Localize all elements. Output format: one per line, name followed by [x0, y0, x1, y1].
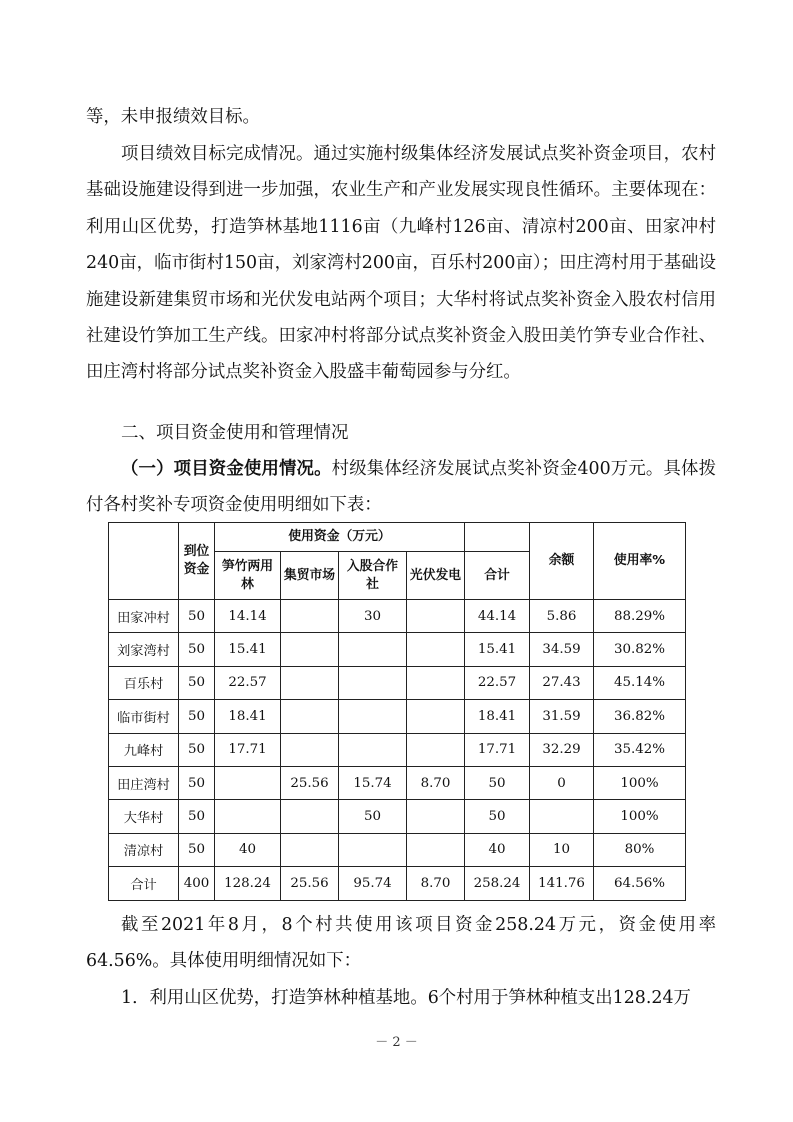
cell-bamboo: 22.57 — [215, 666, 281, 699]
cell-solar — [407, 600, 465, 633]
header-total: 合计 — [465, 552, 530, 600]
section-heading: 二、项目资金使用和管理情况 — [121, 423, 349, 443]
cell-rate: 80% — [594, 833, 686, 866]
cell-solar: 8.70 — [407, 766, 465, 799]
cell-name: 临市街村 — [109, 700, 179, 733]
cell-balance: 27.43 — [530, 666, 594, 699]
cell-solar: 8.70 — [407, 867, 465, 900]
cell-solar — [407, 833, 465, 866]
header-bamboo: 笋竹两用林 — [215, 552, 281, 600]
cell-coop: 50 — [339, 800, 407, 833]
header-usage-group: 使用资金（万元） — [215, 523, 465, 552]
cell-arrival: 50 — [179, 700, 215, 733]
cell-rate: 100% — [594, 766, 686, 799]
cell-rate: 30.82% — [594, 633, 686, 666]
cell-solar — [407, 733, 465, 766]
cell-name: 九峰村 — [109, 733, 179, 766]
cell-total: 15.41 — [465, 633, 530, 666]
cell-arrival: 50 — [179, 766, 215, 799]
cell-bamboo: 128.24 — [215, 867, 281, 900]
cell-coop: 15.74 — [339, 766, 407, 799]
table-row — [109, 666, 686, 699]
cell-bamboo: 15.41 — [215, 633, 281, 666]
cell-total: 44.14 — [465, 600, 530, 633]
header-total-blank — [465, 523, 530, 552]
cell-balance: 5.86 — [530, 600, 594, 633]
cell-name: 田庄湾村 — [109, 766, 179, 799]
table-row — [109, 700, 686, 733]
cell-market: 25.56 — [281, 867, 339, 900]
cell-balance: 32.29 — [530, 733, 594, 766]
cell-arrival: 50 — [179, 633, 215, 666]
table-body — [109, 600, 686, 901]
cell-bamboo — [215, 766, 281, 799]
header-village — [109, 523, 179, 600]
cell-arrival: 50 — [179, 833, 215, 866]
cell-rate: 35.42% — [594, 733, 686, 766]
cell-solar — [407, 700, 465, 733]
cell-total: 40 — [465, 833, 530, 866]
paragraph-intro-tail: 等，未申报绩效目标。 — [86, 107, 260, 127]
cell-market — [281, 633, 339, 666]
cell-coop: 95.74 — [339, 867, 407, 900]
cell-bamboo: 18.41 — [215, 700, 281, 733]
cell-arrival: 50 — [179, 666, 215, 699]
cell-total: 50 — [465, 800, 530, 833]
cell-bamboo: 17.71 — [215, 733, 281, 766]
header-rate: 使用率% — [594, 523, 686, 600]
cell-name: 大华村 — [109, 800, 179, 833]
cell-market — [281, 733, 339, 766]
cell-market — [281, 800, 339, 833]
cell-market — [281, 600, 339, 633]
cell-balance: 0 — [530, 766, 594, 799]
cell-rate: 88.29% — [594, 600, 686, 633]
paragraph-performance: 项目绩效目标完成情况。通过实施村级集体经济发展试点奖补资金项目，农村基础设施建设得到进一步加强，农业生产和产业发展实现良性循环。主要体现在：利用山区优势，打造笋林基地1116亩（九峰村126亩、清凉村200亩、田家冲村240亩，临市街村150亩，刘家湾村200亩，百乐村200亩）；田庄湾村用于基础设施建设新建集贸市场和光伏发电站两个项目；大华村将试点奖补资金入股农村信用社建设竹笋加工生产线。田家冲村将部分试点奖补资金入股田美竹笋专业合作社、田庄湾村将部分试点奖补资金入股盛丰葡萄园参与分红。 — [86, 144, 716, 383]
cell-market: 25.56 — [281, 766, 339, 799]
paragraph-item-1: 1．利用山区优势，打造笋林种植基地。6个村用于笋林种植支出128.24万 — [121, 988, 691, 1008]
cell-name: 刘家湾村 — [109, 633, 179, 666]
cell-market — [281, 666, 339, 699]
cell-rate: 45.14% — [594, 666, 686, 699]
cell-coop — [339, 666, 407, 699]
cell-balance: 31.59 — [530, 700, 594, 733]
cell-bamboo — [215, 800, 281, 833]
table-row — [109, 600, 686, 633]
cell-total: 50 — [465, 766, 530, 799]
paragraph-fund-usage-text: 村级集体经济发展试点奖补资金400万元。具体拨付各村奖补专项资金使用明细如下表： — [86, 459, 716, 516]
cell-arrival: 400 — [179, 867, 215, 900]
cell-name: 百乐村 — [109, 666, 179, 699]
cell-market — [281, 700, 339, 733]
header-balance: 余额 — [530, 523, 594, 600]
table-row — [109, 800, 686, 833]
cell-arrival: 50 — [179, 733, 215, 766]
cell-coop: 30 — [339, 600, 407, 633]
page-number: － 2 － — [375, 1035, 418, 1050]
cell-total: 258.24 — [465, 867, 530, 900]
paragraph-fund-usage — [86, 451, 716, 524]
table-row — [109, 867, 686, 900]
cell-rate: 64.56% — [594, 867, 686, 900]
cell-solar — [407, 666, 465, 699]
cell-total: 17.71 — [465, 733, 530, 766]
cell-balance — [530, 800, 594, 833]
cell-rate: 100% — [594, 800, 686, 833]
cell-total: 22.57 — [465, 666, 530, 699]
cell-name: 清凉村 — [109, 833, 179, 866]
cell-solar — [407, 633, 465, 666]
cell-balance: 34.59 — [530, 633, 594, 666]
header-solar: 光伏发电 — [407, 552, 465, 600]
header-coop: 入股合作社 — [339, 552, 407, 600]
table-row — [109, 833, 686, 866]
cell-arrival: 50 — [179, 800, 215, 833]
cell-bamboo: 14.14 — [215, 600, 281, 633]
header-arrival: 到位资金 — [179, 523, 215, 600]
cell-rate: 36.82% — [594, 700, 686, 733]
cell-balance: 141.76 — [530, 867, 594, 900]
header-market: 集贸市场 — [281, 552, 339, 600]
cell-market — [281, 833, 339, 866]
table-row — [109, 633, 686, 666]
cell-name: 合计 — [109, 867, 179, 900]
subsection-title: （一）项目资金使用情况。 — [121, 459, 332, 479]
cell-coop — [339, 733, 407, 766]
cell-name: 田家冲村 — [109, 600, 179, 633]
cell-total: 18.41 — [465, 700, 530, 733]
cell-coop — [339, 633, 407, 666]
cell-balance: 10 — [530, 833, 594, 866]
cell-arrival: 50 — [179, 600, 215, 633]
cell-solar — [407, 800, 465, 833]
table-row — [109, 733, 686, 766]
cell-coop — [339, 833, 407, 866]
cell-coop — [339, 700, 407, 733]
paragraph-usage-summary: 截至2021年8月，8个村共使用该项目资金258.24万元，资金使用率64.56%。具体使用明细情况如下： — [86, 915, 716, 972]
cell-bamboo: 40 — [215, 833, 281, 866]
table-row — [109, 766, 686, 799]
fund-usage-table — [108, 522, 686, 901]
